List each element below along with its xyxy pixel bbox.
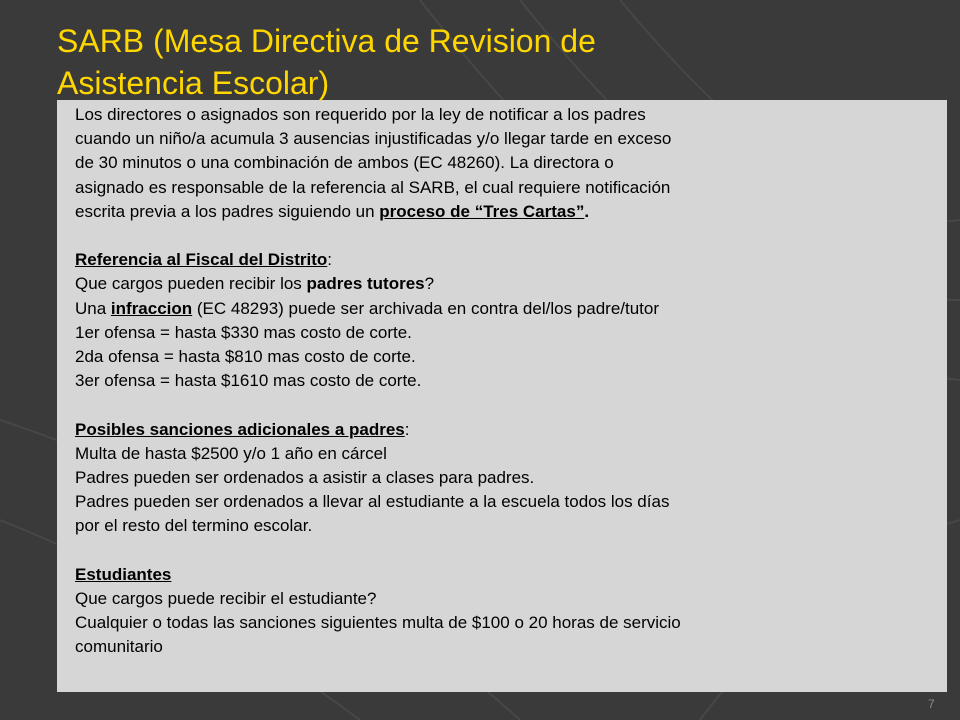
fiscal-question-text: Que cargos pueden recibir los [75,274,307,294]
fiscal-heading-colon: : [327,250,332,270]
infraction-link[interactable]: infraccion [110,298,193,318]
parents-guardians-bold: padres tutores [306,274,425,294]
three-letters-process-link[interactable]: proceso de “Tres Cartas” [379,201,585,221]
students-line: comunitario [75,637,163,657]
students-line: Que cargos puede recibir el estudiante? [75,589,377,609]
sanctions-heading-text: Posibles sanciones adicionales a padres [75,419,405,439]
intro-line: Los directores o asignados son requerido por la ley de notificar a los padres [75,105,646,124]
sanction-line: Padres pueden ser ordenados a llevar al estudiante a la escuela todos los días [75,492,670,512]
students-line: Cualquier o todas las sanciones siguientes multa de $100 o 20 horas de servicio [75,613,681,633]
intro-line: de 30 minutos o una combinación de ambos (EC 48260). La directora o [75,153,614,173]
sanctions-heading [75,418,930,442]
sanction-line: Padres pueden ser ordenados a asistir a clases para padres. [75,468,535,488]
intro-line: asignado es responsable de la referencia al SARB, el cual requiere notificación [75,177,671,197]
fiscal-question [75,272,930,296]
offense-2: 2da ofensa = hasta $810 mas costo de corte. [75,347,416,367]
fiscal-heading-text: Referencia al Fiscal del Distrito [75,250,328,270]
slide-title [57,20,937,104]
infraction-post: (EC 48293) puede ser archivada en contra del/los padre/tutor [192,298,660,318]
intro-period: . [584,201,590,221]
intro-text: escrita previa a los padres siguiendo un [75,201,380,221]
sanction-line: Multa de hasta $2500 y/o 1 año en cárcel [75,443,387,463]
offense-1: 1er ofensa = hasta $330 mas costo de corte. [75,322,412,342]
offense-3: 3er ofensa = hasta $1610 mas costo de corte. [75,371,422,391]
sanction-line: por el resto del termino escolar. [75,516,313,536]
slide-title-line2: Asistencia Escolar) [57,65,330,101]
intro-line [75,200,930,224]
fiscal-question-mark: ? [424,274,435,294]
sanctions-heading-colon: : [404,419,410,439]
intro-line: cuando un niño/a acumula 3 ausencias injustificadas y/o llegar tarde en exceso [75,129,672,149]
fiscal-heading [75,248,930,272]
slide-title-line1: SARB (Mesa Directiva de Revision de [57,23,596,59]
infraction-line [75,297,930,321]
students-heading: Estudiantes [75,564,172,584]
infraction-pre: Una [75,298,111,318]
slide-body [75,103,930,660]
slide-number: 7 [928,697,935,711]
